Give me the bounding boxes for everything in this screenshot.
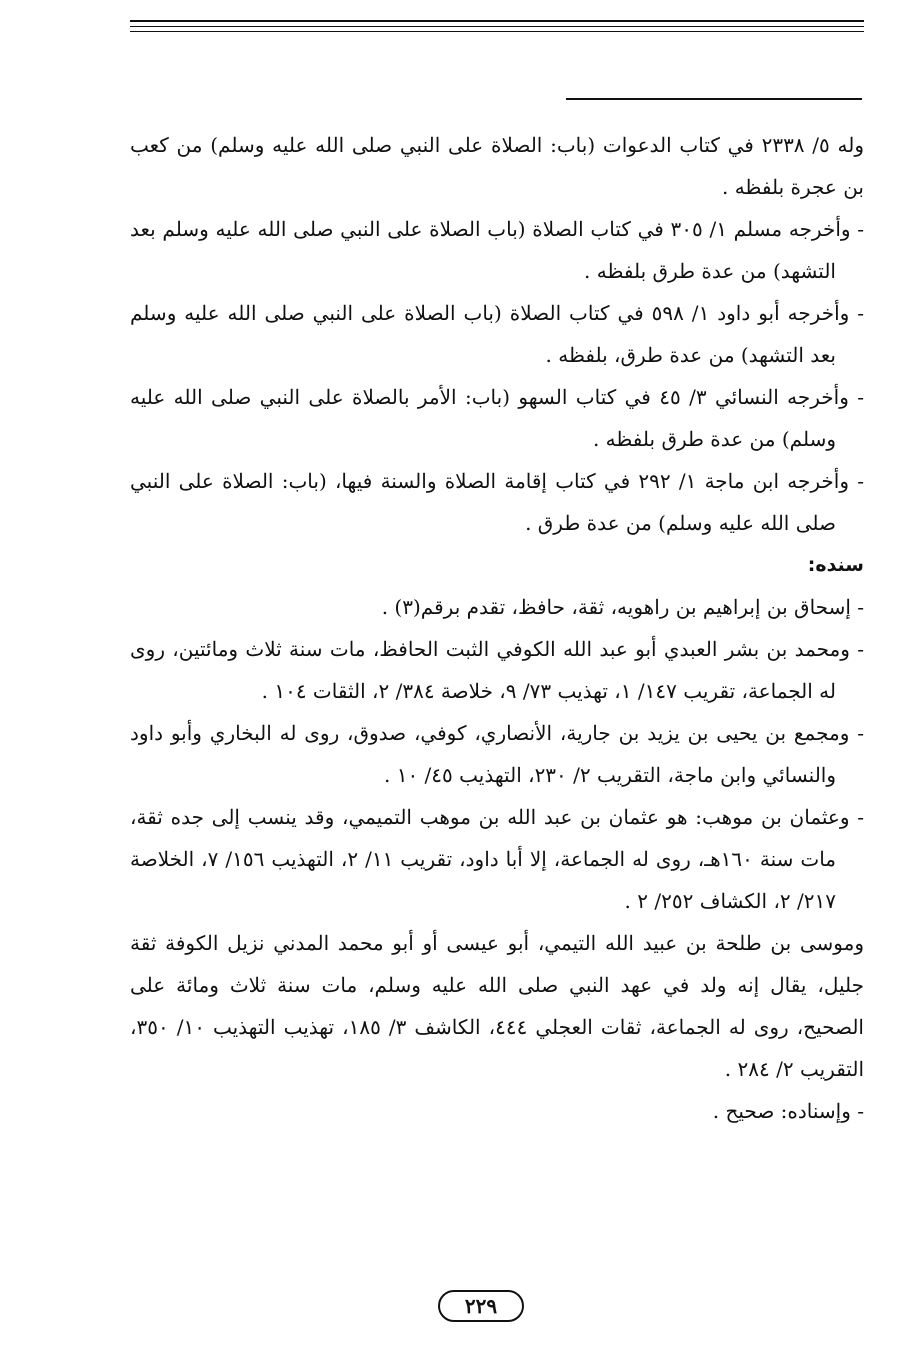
footnote-paragraph: - وأخرجه ابن ماجة ١/ ٢٩٢ في كتاب إقامة الصلاة والسنة فيها، (باب: الصلاة على النبي صلى الله عليه وسلم) من عدة طرق . — [130, 469, 864, 535]
top-border-line — [130, 20, 864, 22]
top-border-line — [130, 31, 864, 32]
footnote-paragraph: - وأخرجه أبو داود ١/ ٥٩٨ في كتاب الصلاة (باب الصلاة على النبي صلى الله عليه وسلم بعد التشهد) من عدة طرق، بلفظه . — [130, 301, 864, 367]
page-number: ٢٢٩ — [438, 1290, 524, 1322]
footnote-paragraph: وله ٥/ ٢٣٣٨ في كتاب الدعوات (باب: الصلاة على النبي صلى الله عليه وسلم) من كعب بن عجرة بلفظه . — [130, 133, 864, 199]
chain-verdict: - وإسناده: صحيح . — [712, 1099, 864, 1123]
narrator-entry: - وعثمان بن موهب: هو عثمان بن عبد الله بن موهب التميمي، وقد ينسب إلى جده ثقة، مات سنة ١٦٠هـ، روى له الجماعة، إلا أبا داود، تقريب ١١/ ٢، التهذيب ١٥٦/ ٧، الخلاصة ٢١٧/ ٢، الكشاف ٢٥٢/ ٢ . — [130, 805, 864, 913]
footnote-body — [130, 124, 864, 1132]
narrator-entry: - إسحاق بن إبراهيم بن راهويه، ثقة، حافظ، تقدم برقم(٣) . — [381, 595, 864, 619]
narrator-entry: - ومجمع بن يحيى بن يزيد بن جارية، الأنصاري، كوفي، صدوق، روى له البخاري وأبو داود والنسائي وابن ماجة، التقريب ٢/ ٢٣٠، التهذيب ٤٥/ ١٠ . — [130, 721, 864, 787]
footnote-paragraph: - وأخرجه مسلم ١/ ٣٠٥ في كتاب الصلاة (باب الصلاة على النبي صلى الله عليه وسلم بعد التشهد) من عدة طرق بلفظه . — [130, 217, 865, 283]
top-border-line — [130, 26, 864, 27]
footnote-paragraph: - وأخرجه النسائي ٣/ ٤٥ في كتاب السهو (باب: الأمر بالصلاة على النبي صلى الله عليه وسلم) من عدة طرق بلفظه . — [130, 385, 864, 451]
section-heading: سنده: — [807, 554, 864, 576]
footnote-separator — [566, 98, 862, 100]
narrator-entry: - ومحمد بن بشر العبدي أبو عبد الله الكوفي الثبت الحافظ، مات سنة ثلاث ومائتين، روى له الجماعة، تقريب ١٤٧/ ١، تهذيب ٧٣/ ٩، خلاصة ٣٨٤/ ٢، الثقات ١٠٤ . — [130, 637, 864, 703]
narrator-entry: وموسى بن طلحة بن عبيد الله التيمي، أبو عيسى أو أبو محمد المدني نزيل الكوفة ثقة جليل، يقال إنه ولد في عهد النبي صلى الله عليه وسلم، مات سنة ثلاث ومائة على الصحيح، روى له الجماعة، ثقات العجلي ٤٤٤، الكاشف ٣/ ١٨٥، تهذيب التهذيب ١٠/ ٣٥٠، التقريب ٢/ ٢٨٤ . — [130, 931, 864, 1081]
